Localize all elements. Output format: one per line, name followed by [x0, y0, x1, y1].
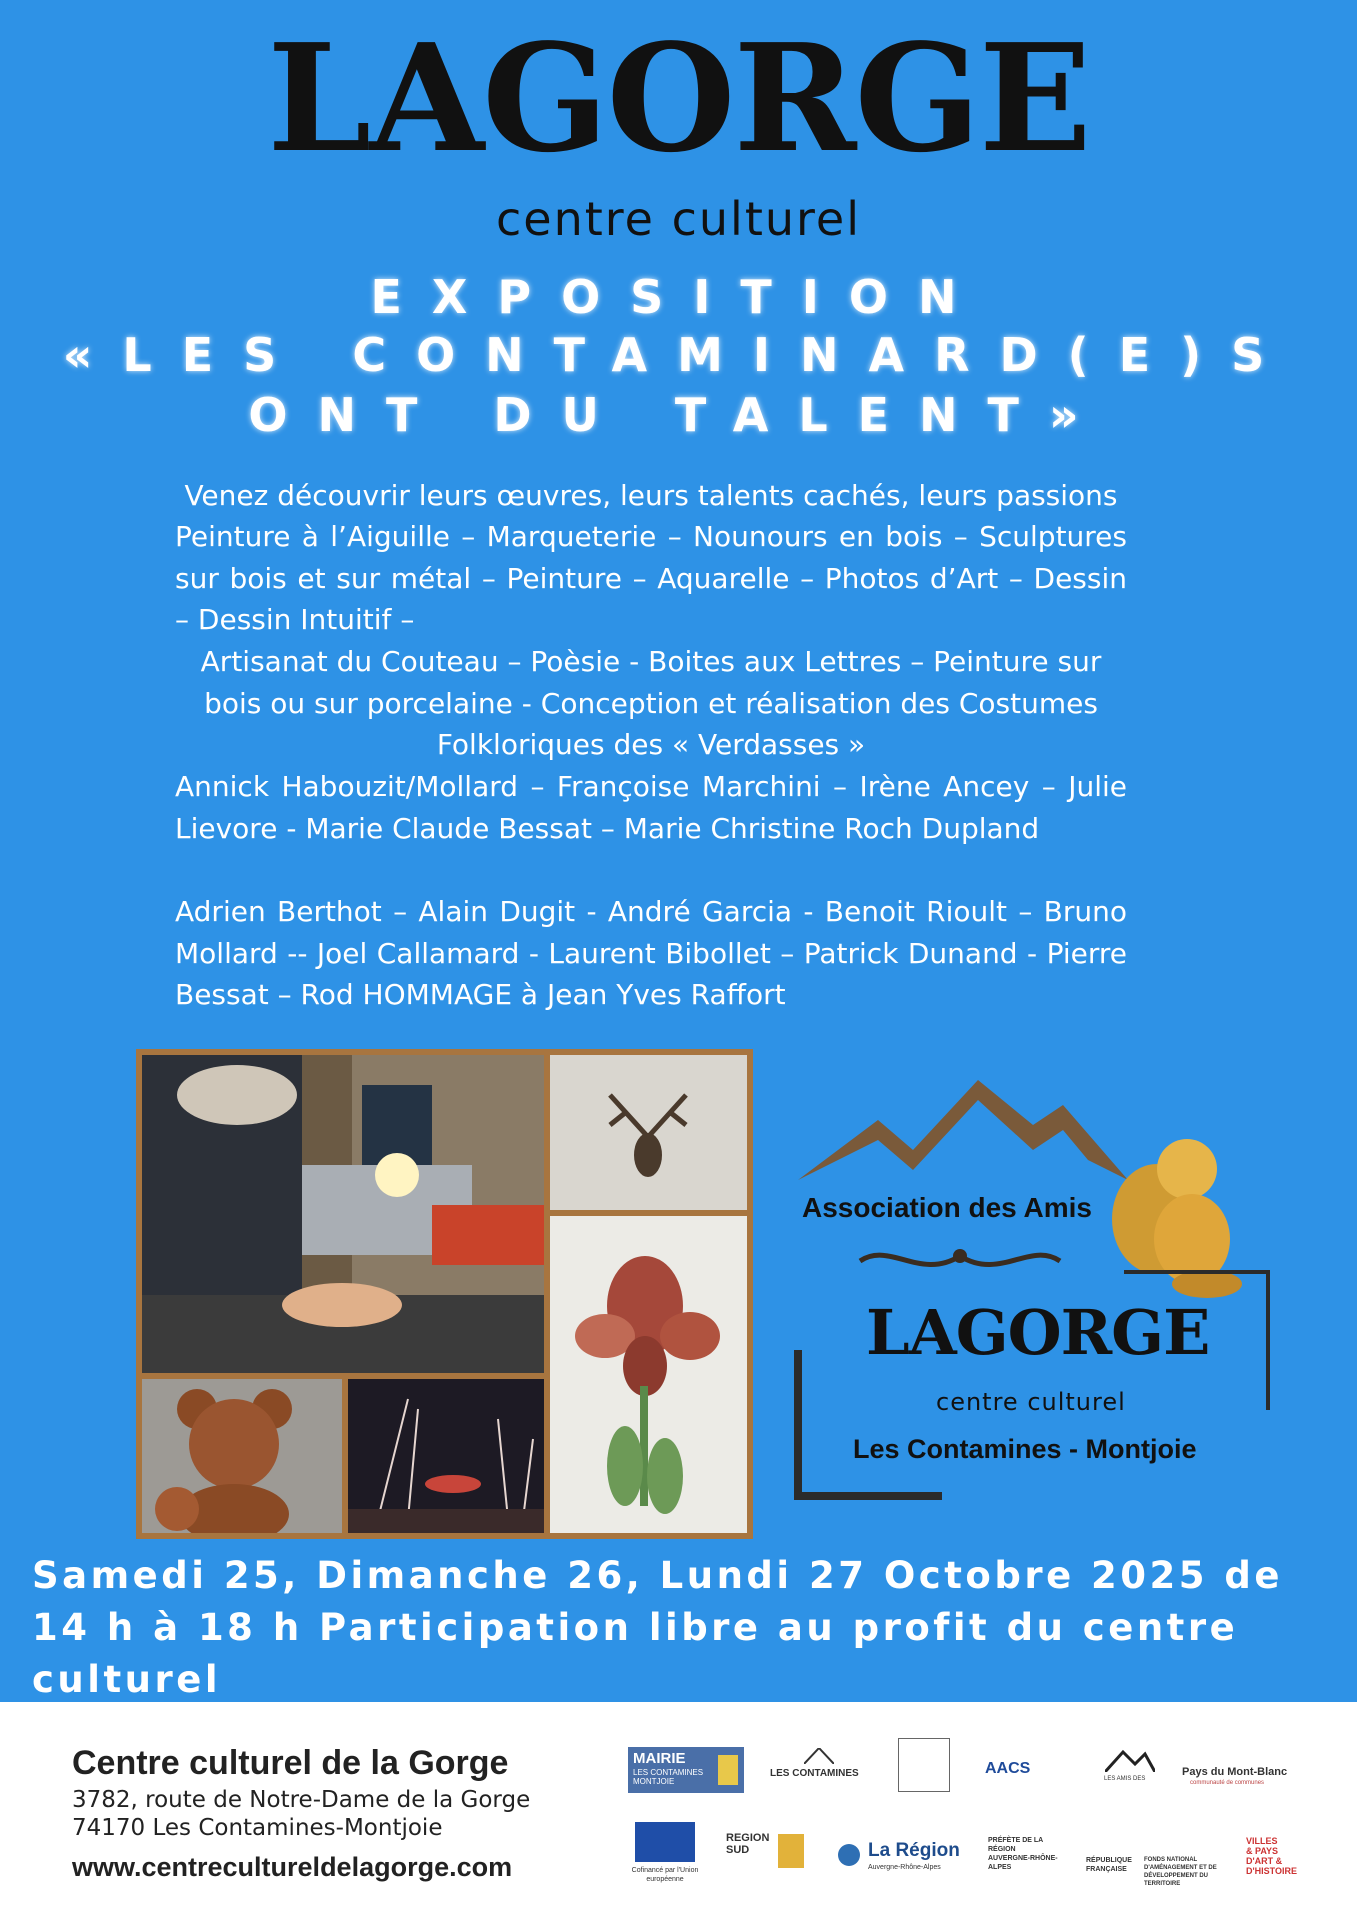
mountain-icon — [798, 1080, 1128, 1190]
footer-website-link[interactable]: www.centrecultureldelagorge.com — [72, 1852, 513, 1882]
sponsor-contamines-logo: LES CONTAMINES — [770, 1748, 870, 1788]
sponsor-prefete-logo: PRÉFÈTE DE LA RÉGION AUVERGNE-RHÔNE-ALPES — [988, 1837, 1058, 1871]
exposition-title-line1: EXPOSITION — [370, 270, 987, 324]
footer-address — [72, 1786, 530, 1842]
sponsor-fonds-logo: FONDS NATIONAL D'AMÉNAGEMENT ET DE DÉVELOPPEMENT DU TERRITOIRE — [1144, 1857, 1217, 1887]
sponsor-la-region-logo: La Région Auvergne-Rhône-Alpes — [838, 1840, 963, 1880]
address-line1: 3782, route de Notre-Dame de la Gorge — [72, 1787, 531, 1813]
region-circle-icon — [838, 1844, 860, 1866]
footer-center-name: Centre culturel de la Gorge — [72, 1744, 509, 1782]
eu-flag-icon — [635, 1822, 695, 1862]
artists-men: Adrien Berthot – Alain Dugit - André Garcia - Benoit Rioult – Bruno Mollard -- Joel Callamard - Laurent Bibollet – Patrick Dunand - Pierre Bessat – Rod HOMMAGE à Jean Yves Raffort — [175, 895, 1127, 1012]
logo-subtitle: centre culturel — [495, 192, 861, 246]
photo-woodturner — [142, 1055, 544, 1373]
photo-iris-embroidery — [550, 1216, 747, 1533]
sponsor-eu-logo: Cofinancé par l'Union européenne — [630, 1822, 700, 1890]
region-sud-flag-icon — [778, 1834, 804, 1868]
association-wordmark: LAGORGE — [866, 1296, 1210, 1369]
sponsor-mairie-logo: MAIRIE LES CONTAMINES MONTJOIE — [628, 1747, 744, 1793]
peak-icon — [804, 1748, 834, 1764]
photo-night-firework — [348, 1379, 544, 1533]
photo-wooden-teddy — [142, 1379, 342, 1533]
la-gorge-logo — [0, 11, 1357, 185]
sponsor-villes-logo: VILLES & PAYS D'ART & D'HISTOIRE — [1246, 1836, 1297, 1876]
sponsor-region-sud-logo: REGION SUD — [726, 1832, 770, 1856]
association-subtitle: centre culturel — [936, 1388, 1126, 1416]
exposition-title-line3: ONT DU TALENT» — [248, 388, 1109, 442]
sponsor-aacs-logo: AACS — [985, 1760, 1031, 1777]
photo-deer-drawing — [550, 1055, 747, 1210]
association-place: Les Contamines - Montjoie — [853, 1434, 1197, 1464]
sponsor-pays-logo: Pays du Mont-Blanc communauté de communes — [1182, 1766, 1288, 1786]
crafts-list-1: Peinture à l’Aiguille – Marqueterie – Nounours en bois – Sculptures sur bois et sur métal – Peinture – Aquarelle – Photos d’Art – Dessin – Dessin Intuitif – — [175, 520, 1127, 637]
sponsor-republique-logo: RÉPUBLIQUE FRANÇAISE — [1086, 1857, 1132, 1873]
association-title: Association des Amis — [802, 1192, 1092, 1223]
artists-women: Annick Habouzit/Mollard – Françoise Marchini – Irène Ancey – Julie Lievore - Marie Claude Bessat – Marie Christine Roch Dupland — [175, 770, 1127, 845]
event-dates: Samedi 25, Dimanche 26, Lundi 27 Octobre 2025 de 14 h à 18 h Participation libre au profit du centre culturel — [32, 1554, 1283, 1701]
crafts-list-2: Artisanat du Couteau – Poèsie - Boites aux Lettres – Peinture sur bois ou sur porcelaine - Conception et réalisation des Costumes Folkloriques des « Verdasses » — [200, 645, 1102, 762]
exposition-title-line2: «LES CONTAMINARD(E)S — [62, 328, 1295, 382]
mountain-mark-icon — [1105, 1748, 1155, 1772]
lion-icon — [718, 1755, 738, 1785]
sponsor-histoire-logo — [898, 1738, 950, 1792]
photo-collage — [136, 1049, 753, 1539]
intro-text: Venez découvrir leurs œuvres, leurs talents cachés, leurs passions — [184, 479, 1118, 512]
logo-wordmark: LAGORGE — [267, 11, 1090, 185]
address-line2: 74170 Les Contamines-Montjoie — [72, 1815, 443, 1841]
sponsor-amis-logo: LES AMIS DES — [1100, 1748, 1160, 1788]
